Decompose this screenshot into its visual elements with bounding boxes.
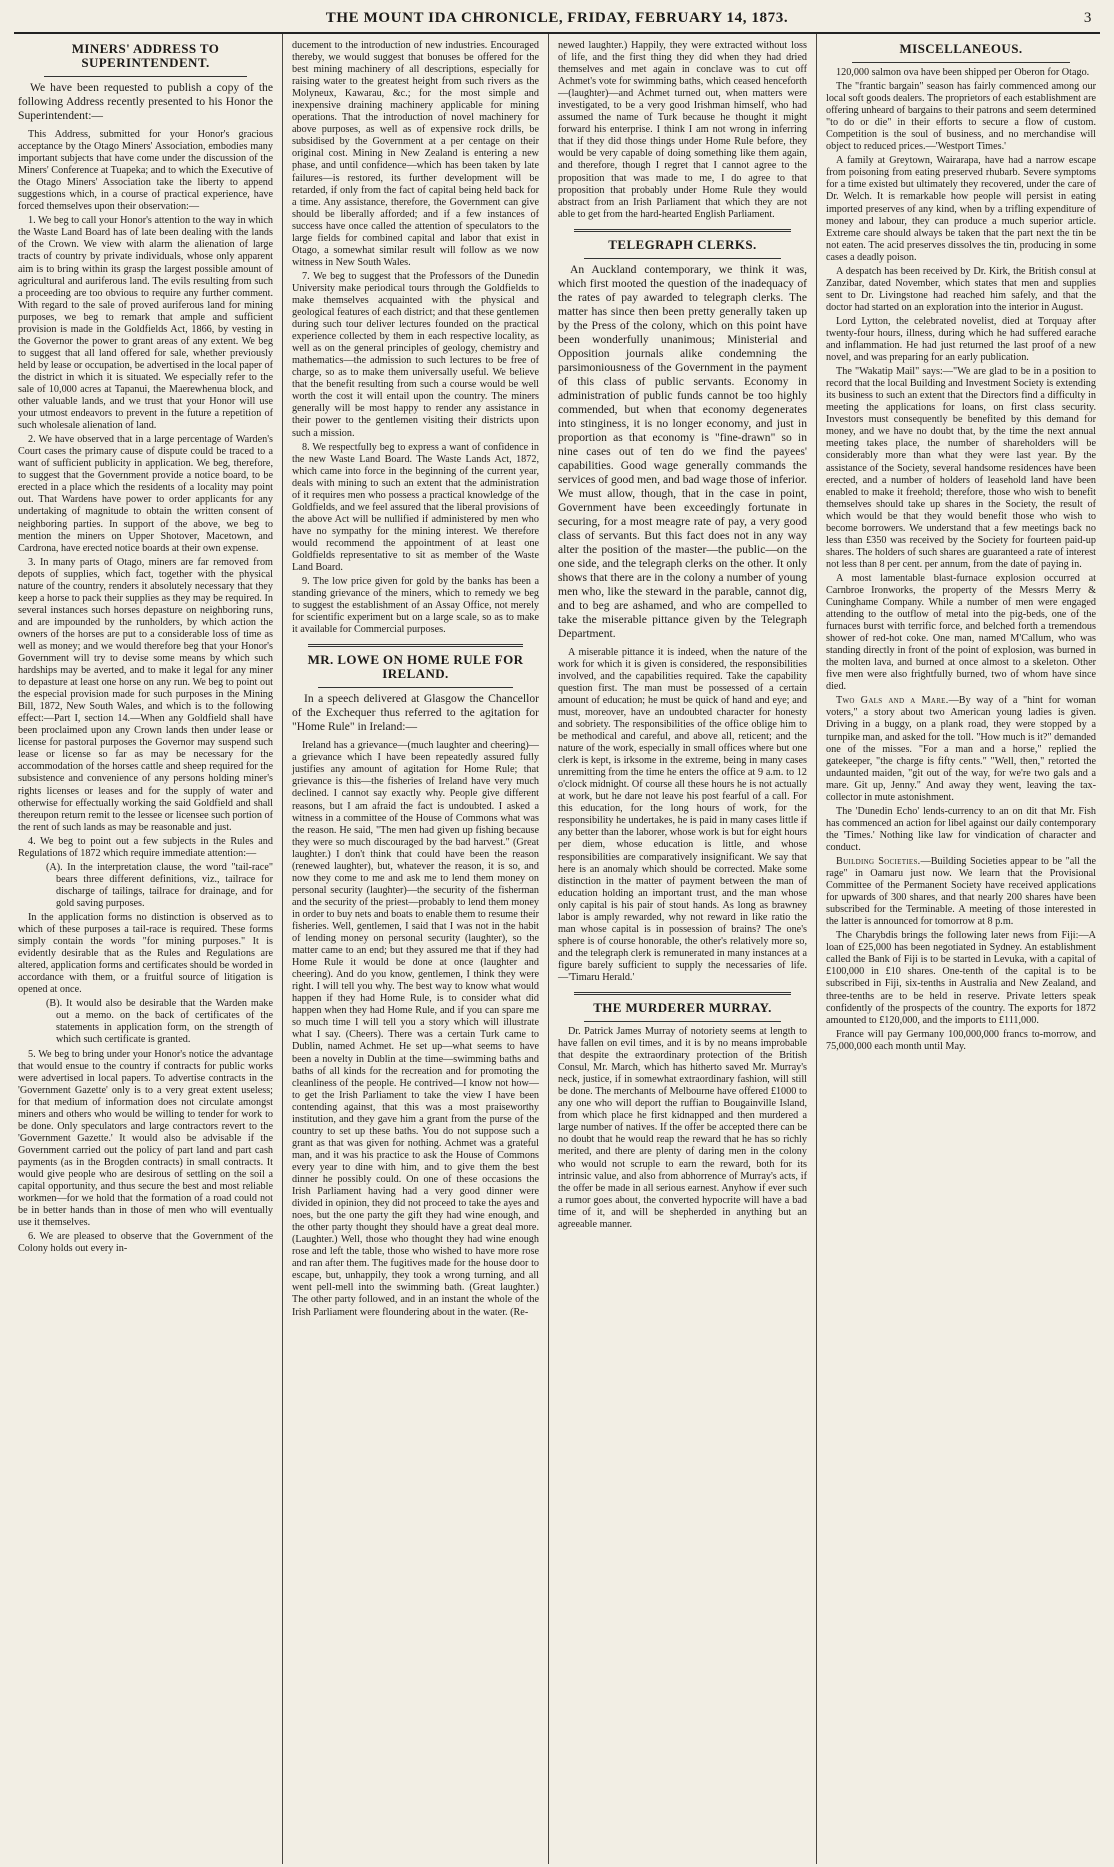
divider <box>584 258 781 259</box>
column-3 <box>548 34 816 1864</box>
columns <box>14 34 1100 1864</box>
article-heading-telegraph-clerks: TELEGRAPH CLERKS. <box>608 236 757 252</box>
paragraph: 7. We beg to suggest that the Professors of the Dunedin University make periodical tours through the Goldfields to make themselves acquainted with the physical and geological features of each district; and that these gentlemen during such tour deliver lectures founded on the practical experience collected by them in each respective locality, as well as on the general principles of geology, chemistry and mathematics—the admission to such lectures to be free of charge, so as to make them universally useful. We believe that the benefit resulting from such a course would be well worth the cost it will entail upon the country. The miners generally will be most happy to render any assistance in their power to the gentlemen visiting their districts upon such a mission. <box>292 270 539 439</box>
divider <box>584 1021 781 1022</box>
paragraph: The "frantic bargain" season has fairly commenced among our local soft goods dealers. The proprietors of each establishment are offering unheard of bargains to their patrons and seem determined "to do or die" in their efforts to secure a flow of custom. Competition is the soul of business, and no merchandise will object to reduced prices.—'Westport Times.' <box>826 81 1096 153</box>
column-1 <box>14 34 282 1864</box>
paragraph: Lord Lytton, the celebrated novelist, died at Torquay after twenty-four hours, illness, during which he had suffered earache and inflammation. He had just returned the last proof of a new novel, and was preparing for an early publication. <box>826 315 1096 364</box>
paragraph: 9. The low price given for gold by the banks has been a standing grievance of the miners, which to remedy we beg to suggest the establishment of an Assay Office, not merely for scientific experiment but on a large scale, so as to make it available for Commercial purposes. <box>292 576 539 636</box>
masthead <box>14 10 1100 34</box>
paragraph: In the application forms no distinction is observed as to which of these purposes a tail-race is required. These forms simply contain the words "for mining purposes." It is evidently desirable that as the Rules and Regulations are altered, application forms and certificates should be worded in accordance with them, or a fruitful source of litigation is opened at once. <box>18 912 273 996</box>
divider <box>318 687 513 688</box>
paragraph: 1. We beg to call your Honor's attention to the way in which the Waste Land Board has of late been dealing with the lands of the Crown. We view with alarm the alienation of large tracts of country by private individuals, whose only apparent aim is to bring within its grasp the largest possible amount of agricultural and auriferous land. The evils resulting from such a proceeding are too obvious to require any further comment. With regard to the sale of proved auriferous land for mining purposes, we beg to remark that ample and sufficient provision is made in the Goldfields Act, 1866, by vesting in the Governor the power to grant areas of any extent. We beg to suggest that all land offered for sale, whether previously held by lease or occupation, be advertised in the local paper of the district in which it is situated. We especially refer to the sale of 10,000 acres at Tapanui, the Maerewhenua block, and other valuable lands, and we trust that your Honor will use your utmost endeavors to prevent in the future a repetition of such wholesale alienation of land. <box>18 215 273 432</box>
paragraph: 2. We have observed that in a large percentage of Warden's Court cases the primary cause of dispute could be traced to a want of sufficient publicity in application. We beg, therefore, to suggest that the Government provide a notice board, to be erected in a place which the residents of a locality may point out. That Wardens have power to order applicants for any undertaking of magnitude to obtain the written consent of neighboring parties. In support of the above, we beg to mention the miners on Upper Shotover, Macetown, and Cardrona, have erected notice boards at their own expense. <box>18 434 273 554</box>
issue-date: FRIDAY, FEBRUARY 14, 1873. <box>567 10 789 26</box>
paragraph <box>826 695 1096 803</box>
paragraph: 120,000 salmon ova have been shipped per Oberon for Otago. <box>836 67 1090 78</box>
article-lead: We have been requested to publish a copy of the following Address recently presented to his Honor the Superintendent:— <box>18 81 273 122</box>
divider <box>574 229 791 232</box>
run-in-heading: Two Gals and a Mare. <box>836 695 949 707</box>
paragraph <box>826 856 1096 928</box>
paragraph: 5. We beg to bring under your Honor's notice the advantage that would ensue to the country if contracts for public works were advertised in local papers. To advertise contracts in the 'Government Gazette' only is to a very great extent useless; for that medium of information does not circulate amongst miners and others who would be willing to tender for work to be done. Only speculators and large contractors revert to the 'Government Gazette.' It would also be advisable if the Government carried out the policy of part land and part cash payments (as in the Brogden contracts) in small contracts. It would give people who are desirous of settling on the soil a capital opportunity, and thus secure the best and most reliable workmen—for we hold that the formation of a road could not be in better hands than in those of men who will eventually use it themselves. <box>18 1048 273 1229</box>
paragraph-text: —Building Societies appear to be "all the rage" in Oamaru just now. We learn that the Provisional Committee of the Permanent Society have received applications for upwards of 300 shares, and that nearly 200 shares have been subscribed for the Terminable. A meeting of those interested in the latter is announced for tomorrow at 8 p.m. <box>826 856 1096 928</box>
page-number: 3 <box>1083 10 1092 26</box>
article-heading-miners-address: MINERS' ADDRESS TO SUPERINTENDENT. <box>71 41 220 70</box>
paragraph: Ireland has a grievance—(much laughter and cheering)—a grievance which I have been repeatedly assured fully justifies any amount of agitation for Home Rule; that grievance is this—the fisheries of Ireland have very much declined. I cannot say exactly why. People give different reasons, but I am afraid the fact is undoubted. I asked a witness in a committee of the House of Commons what was the reason. He said, "The men had given up fishing because they were so much discouraged by the bad harvest." (Great laughter.) I don't think that could have been the reason (renewed laughter), but, whatever the reason, it is so, and now they come to me and ask me to lend them money on personal security (laughter)—the security of the fisherman and the security of the priest—probably to lend them money in order to buy nets and boats to enable them to resume their fisheries. Well, gentlemen, I said that I was not in the habit of lending money on personal security (laughter), so the matter came to an end; but they assured me that if they had Home Rule it would be done at once (laughter and cheering). And do you know, gentlemen, I think they were right. I will tell you why. The best way to know what would happen if they had Home Rule, is to consider what did happen when they had Home Rule, and if you can spare me so much time I will tell you a story which will illustrate what I say. (Cheers). There was a certain Turk came to Dublin, named Achmet. He set up—what seems to have been a novelty in Dublin at the time—swimming baths and baths of all kinds for the recreation and for promoting the cleanliness of the people. He contrived—I know not how—to get the Irish Parliament to take the view I have been contending against, that this was a most praiseworthy institution, and they gave him a grant from the purse of the country to set up these baths. You do not suppose such a grant as that was given for nothing. Achmet was a grateful man, and it was his practice to ask the House of Commons every year to dine with him, and to give them the best dinner he possibly could. On one of these occasions the Irish Parliament having had a very good dinner were divided in opinion, they did not proceed to take the ayes and noes, but the one party the gift they had wine enough, and the other party thought they should have a great deal more. (Laughter.) Well, those who thought they had wine enough rose and left the table, those who wished to have more rose and ran after them. The fugitives made for the house door to escape, but, unhappily, they took a wrong turning, and all went pell-mell into the swimming bath. (Great laughter.) The other party followed, and in an instant the whole of the Irish Parliament were floundering about in the water. (Re- <box>292 740 539 1318</box>
paragraph: Dr. Patrick James Murray of notoriety seems at length to have fallen on evil times, and it is by no means improbable that despite the extraordinary protection of the British Consul, Mr. March, which has hitherto saved Mr. Murray's neck, justice, if in somewhat extraordinary fashion, will still be done. The merchants of Melbourne have offered £1000 to any one who will deport the ruffian to Bougainville Island, from which place he first kidnapped and then murdered a large number of natives. If the offer be accepted there can be no doubt that he would reap the reward that he has so richly merited, and there are plenty of daring men in the colony who would not scruple to earn the reward, both for its intrinsic value, and also from abhorrence of Murray's acts, if the offer be made in all serious earnest. Anyhow if ever such a rumor goes about, the converted hypocrite will have a bad time of it, and will be shepherded in anything but an agreeable manner. <box>558 1026 807 1230</box>
article-lead: In a speech delivered at Glasgow the Chancellor of the Exchequer thus referred to the agitation for "Home Rule" in Ireland:— <box>292 692 539 734</box>
paragraph: 8. We respectfully beg to express a want of confidence in the new Waste Land Board. The Waste Lands Act, 1872, which came into force in the beginning of the current year, deals with mining to such an extent that the administration of it requires men who possess a practical knowledge of the Goldfields, and we feel assured that the liberal provisions of the above Act will be nullified if administered by men who have no sympathy for the mining interest. We therefore would recommend the appointment of at least one Goldfields representative to sit as member of the Waste Land Board. <box>292 441 539 574</box>
paragraph: (A). In the interpretation clause, the word "tail-race" bears three different definitions, viz., tailrace for discharge of tailings, tailrace for drainage, and for gold saving purposes. <box>46 861 273 909</box>
paragraph: 3. In many parts of Otago, miners are far removed from depots of supplies, which fact, together with the physical nature of the country, renders it absolutely necessary that they keep a horse to pack their supplies as they may be required. In several instances such horses depasture on neighboring runs, and are impounded by the runholders, by which action the owners of the horses are put to a considerable loss of time as well as money; and we would therefore beg that your Honor's Government will try to devise some means by which such hardships may be averted, and to make it legal for any miner to depasture at least one horse on any run. We beg to point out the especial provision made for such purposes in the Mining Bill, 1872, New South Wales, and which is to the following effect:—Part I, section 14.—When any Goldfield shall have been proclaimed upon any Crown lands then under lease or license for pastoral purposes the Governor may suspend such lease or license so far as may be necessary for the accommodation of the horses cattle and sheep required for the subsistence and convenience of any persons holding miner's rights licenses or leases and for the supply of water and otherwise for effectually working the said Goldfield and shall thereupon return remit to the lessee or licensee such portion of the rent of such lands as may be reasonable and just. <box>18 556 273 833</box>
run-in-heading: Building Societies. <box>836 856 921 867</box>
paragraph: A most lamentable blast-furnace explosion occurred at Carnbroe Ironworks, the property of the Messrs Merry & Cuninghame Company. While a number of men were engaged attending to the outflow of metal into the pig-beds, one of the furnaces burst with terrific force, and belched forth a tremendous shower of red-hot coke. One man, named M'Callum, who was standing directly in front of the point of explosion, was burned in the molten lava, and burned at once almost to a skeleton. Other five men were also frightfully burned, two of whom have since died. <box>826 572 1096 693</box>
paragraph: A miserable pittance it is indeed, when the nature of the work for which it is given is considered, the responsibilities involved, and the capabilities required. Take the capability question first. The man must be possessed of a certain amount of education; he must be quick of hand and eye; and must, moreover, have an undoubted character for honesty and sobriety. The responsibilities of the office oblige him to be methodical and careful, and above all, reticent; and the nature of the work, especially in small offices where but one clerk is kept, is irksome in the extreme, being in many cases unremitting from the time he enters the office at 9 a.m. to 12 o'clock midnight. Of course all these hours he is not actually at work, but he dare not leave his post fearful of a call. For this education, for the long hours of work, for the responsibility he undertakes, he is paid in many cases little if any better than the laborer, whose work is but for eight hours per diem, whose education is little, and whose responsibilities are comparatively insignificant. We say that here is an anomaly which should be corrected. Make some distinction in the matter of payment between the man of education holding an important trust, and the man whose only capital is his pair of stout hands. As long as brawney labor is amply rewarded, why not reward in like ratio the man whose capital is in possession of brains? The one's sphere is of course honorable, the other's relatively more so, and the telegraph clerk is remunerated in many instances at a figure barely sufficient to supply the necessaries of life.—'Timaru Herald.' <box>558 646 807 983</box>
divider <box>852 62 1070 63</box>
paragraph: 4. We beg to point out a few subjects in the Rules and Regulations of 1872 which require immediate attention:— <box>18 835 273 859</box>
paragraph: The "Wakatip Mail" says:—"We are glad to be in a position to record that the local Building and Investment Society is extending its business to such an extent that the Directors find a difficulty in meeting the applications for loans, on first class security. Investors must consequently be benefited by this demand for money, and we have no doubt that, by the time the next annual meeting takes place, the number of shareholders will be considerably more than what they were last year. By the assistance of the Society, several handsome residences have been erected, and a number of holders of leasehold land have been enabled to make it freehold; therefore, those who wish to benefit themselves should take up shares in the Society, the result of which would be that they would benefit those who wish to become borrowers. We understand that a few meetings back no less than £350 was received by the Society for fourteen paid-up shares. The holders of such shares are guaranteed a rate of interest not less than 8 per cent. per annum, from the date of paying in. <box>826 366 1096 570</box>
paragraph: ducement to the introduction of new industries. Encouraged thereby, we would suggest that bonuses be offered for the best mining machinery of all descriptions, especially for raising water to the greatest height from such rivers as the Molyneux, Kawarau, &c.; for the most simple and inexpensive draining machinery applicable for mining operations. That the introduction of novel machinery for above purposes, as well as of expensive rock drills, be subsidised by the Government at a per centage on their original cost. Mining in New Zealand is entering a new phase, and until confidence—which has been taken by late failures—is restored, its further development will be retarded, if only from the fact of capital being held back for a time. Any assistance, therefore, the Government can give should be liberally afforded; and if a few instances of success have once called the attention of speculators to the large fields for combined capital and labor that exist in Otago, a somewhat similar result will follow as we now witness in New South Wales. <box>292 40 539 268</box>
article-lead: An Auckland contemporary, we think it was, which first mooted the question of the inadequacy of the rates of pay awarded to telegraph clerks. The matter has since then been pretty generally taken up by the Press of the colony, which on this point have been wonderfully unanimous; Ministerial and Opposition journals alike condemning the parsimoniousness of the Government in the payment of this class of public servants. Economy in administration of public funds cannot be too highly commended, but when that economy degenerates into stinginess, it is no longer economy, and just in proportion as that economy is "fine-drawn" so in nine cases out of ten do we find the payees' capabilities. Good wage generally commands the services of good men, and bad wage those of inferior. We must allow, though, that in the case in point, Government have been exceedingly fortunate in securing, for a most meagre rate of pay, a very good class of servants. But this fact does not in any way alter the position of the master—the public—on the one side, and the telegraph clerks on the other. It only shows that there are in the colony a number of young men who, like the steward in the parable, cannot dig, and to beg are ashamed, and who are compelled to take the miserable pittance given by the Telegraph Department. <box>558 262 807 640</box>
paper-title: THE MOUNT IDA CHRONICLE, <box>325 10 564 26</box>
article-heading-murderer-murray: THE MURDERER MURRAY. <box>593 1000 772 1016</box>
paragraph: The 'Dunedin Echo' lends-currency to an on dit that Mr. Fish has commenced an action for libel against our daily contemporary the 'Times.' Nothing like law for vindication of character and conduct. <box>826 805 1096 853</box>
paragraph: 6. We are pleased to observe that the Government of the Colony holds out every in- <box>18 1231 273 1255</box>
paragraph: (B). It would also be desirable that the Warden make out a memo. on the back of certificates of the statements in application form, on the strength of which such certificate is granted. <box>46 998 273 1046</box>
article-heading-miscellaneous: MISCELLANEOUS. <box>899 41 1023 56</box>
paragraph: A family at Greytown, Wairarapa, have had a narrow escape from poisoning from eating preserved rhubarb. Severe symptoms for a time existed but ultimately they recovered, under the care of Dr. Welch. It is remarkable how people will persist in eating imported preserves of any kind, when by a trifling expenditure of money and labour, they can produce a much superior article. Extreme care should always be taken that the part next the tin be not eaten. The acid preserves dissolves the tin, producing in some cases a deadly poison. <box>826 155 1096 263</box>
paragraph: This Address, submitted for your Honor's gracious acceptance by the Otago Miners' Association, embodies many important subjects that have come under the discussion of the Miners' Conference at Tuapeka; and to which the Executive of the Otago Miners' Association take the liberty to append suggestions which, in a course of practical experience, have forced themselves upon their observation:— <box>18 129 273 213</box>
column-4 <box>816 34 1100 1864</box>
article-heading-home-rule: MR. LOWE ON HOME RULE FOR IRELAND. <box>307 652 524 682</box>
divider <box>308 644 523 647</box>
paragraph-text: —By way of a "hint for woman voters," a story about two American young ladies is given. Driving in a buggy, on a plank road, they were stopped by a turnpike man, and asked for the toll. "How much is it?" demanded one of the misses. "For a man and a horse," replied the gatekeeper, "the charge is fifty cents." "Well, then," retorted the undaunted maiden, "git out of the way, for we're two gals and a mare. Git up, Jenny." And away they went, leaving the tax-collector in mute astonishment. <box>826 695 1097 803</box>
divider <box>44 76 247 77</box>
column-2 <box>282 34 548 1864</box>
paragraph: The Charybdis brings the following later news from Fiji:—A loan of £25,000 has been negotiated in Sydney. An establishment called the Bank of Fiji is to be started in Levuka, with a capital of £100,000 in £10 shares. One-tenth of the capital is to be subscribed in Fiji, six-tenths in Australia and New Zealand, and three-tenths are to be held in reserve. Private letters speak confidently of the prospects of the country. The exports for 1872 amounted to £120,000, and the imports to £111,000. <box>826 930 1096 1026</box>
paragraph: newed laughter.) Happily, they were extracted without loss of life, and the first thing they did when they had dried themselves and met again in conclave was to cut off Achmet's vote for swimming baths, which ceased henceforth—(laughter)—and Achmet turned out, when matters were investigated, to be a very good Irishman himself, who had assumed the name of Turk because he thought it might forward his enterprise. I think I am not wrong in inferring that if they did those things under Home Rule before, they would be very capable of doing something like them again, and therefore, though I regret that I cannot agree to the proposition that was made to me, I do agree to that proposition that probably under Home Rule they would abstract from an Irish Parliament that which they are not able to get from the hard-hearted English Parliament. <box>558 40 807 220</box>
paragraph: A despatch has been received by Dr. Kirk, the British consul at Zanzibar, dated November, which states that men and supplies sent to Dr. Livingstone had reached him safely, and that the doctor had started on an exploration into the interior in August. <box>826 265 1096 313</box>
paragraph: France will pay Germany 100,000,000 francs to-morrow, and 75,000,000 each month until May. <box>826 1028 1096 1052</box>
divider <box>574 992 791 995</box>
